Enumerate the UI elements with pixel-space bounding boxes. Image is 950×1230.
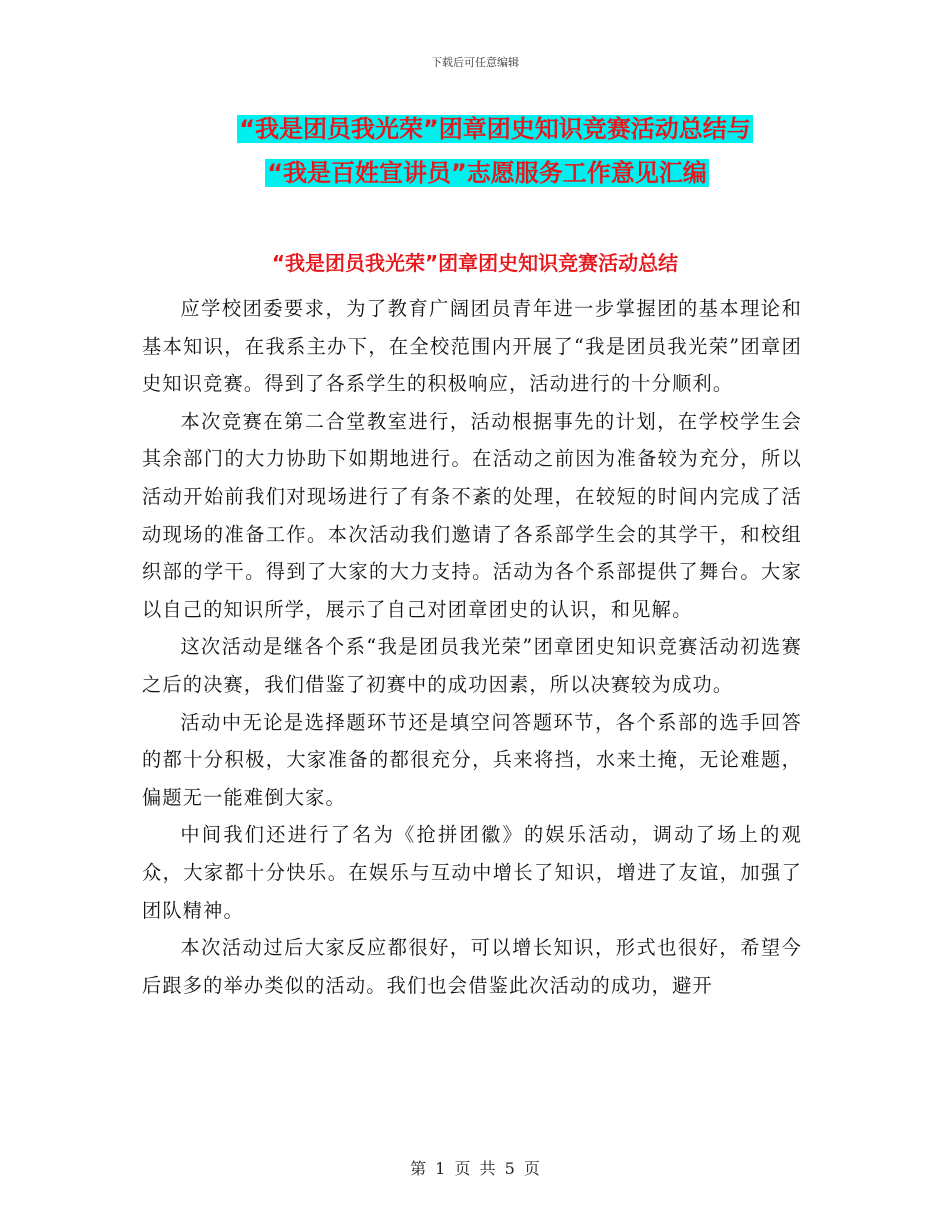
paragraph-4: 活动中无论是选择题环节还是填空问答题环节，各个系部的选手回答的都十分积极，大家准备的都很充分，兵来将挡，水来土掩，无论难题，偏题无一能难倒大家。: [142, 710, 802, 809]
section-title: “我是团员我光荣”团章团史知识竞赛活动总结: [271, 251, 679, 275]
paragraph-3: 这次活动是继各个系“我是团员我光荣”团章团史知识竞赛活动初选赛之后的决赛，我们借鉴了初赛中的成功因素，所以决赛较为成功。: [142, 635, 802, 696]
paragraph-2: 本次竞赛在第二合堂教室进行，活动根据事先的计划，在学校学生会其余部门的大力协助下如期地进行。在活动之前因为准备较为充分，所以活动开始前我们对现场进行了有条不紊的处理，在较短的时间内完成了活动现场的准备工作。本次活动我们邀请了各系部学生会的其学干，和校组织部的学干。得到了大家的大力支持。活动为各个系部提供了舞台。大家以自己的知识所学，展示了自己对团章团史的认识，和见解。: [142, 409, 802, 621]
paragraph-6: 本次活动过后大家反应都很好，可以增长知识，形式也很好，希望今后跟多的举办类似的活动。我们也会借鉴此次活动的成功，避开: [142, 936, 802, 997]
paragraph-5: 中间我们还进行了名为《抢拼团徽》的娱乐活动，调动了场上的观众，大家都十分快乐。在娱乐与互动中增长了知识，增进了友谊，加强了团队精神。: [142, 823, 802, 922]
document-title-line-2: [12, 156, 950, 190]
paragraph-1: 应学校团委要求，为了教育广阔团员青年进一步掌握团的基本理论和基本知识，在我系主办下，在全校范围内开展了“我是团员我光荣”团章团史知识竞赛。得到了各系学生的积极响应，活动进行的十分顺利。: [142, 297, 802, 396]
page-footer: 第 1 页 共 5 页: [410, 1159, 540, 1178]
header-note: 下载后可任意编辑: [431, 56, 519, 69]
document-title-line-1: [20, 112, 950, 146]
document-title-line-1-text: “我是团员我光荣”团章团史知识竞赛活动总结与: [239, 115, 751, 143]
body-text: [142, 290, 802, 1004]
document-title-line-2-text: “我是百姓宣讲员”志愿服务工作意见汇编: [267, 159, 707, 187]
